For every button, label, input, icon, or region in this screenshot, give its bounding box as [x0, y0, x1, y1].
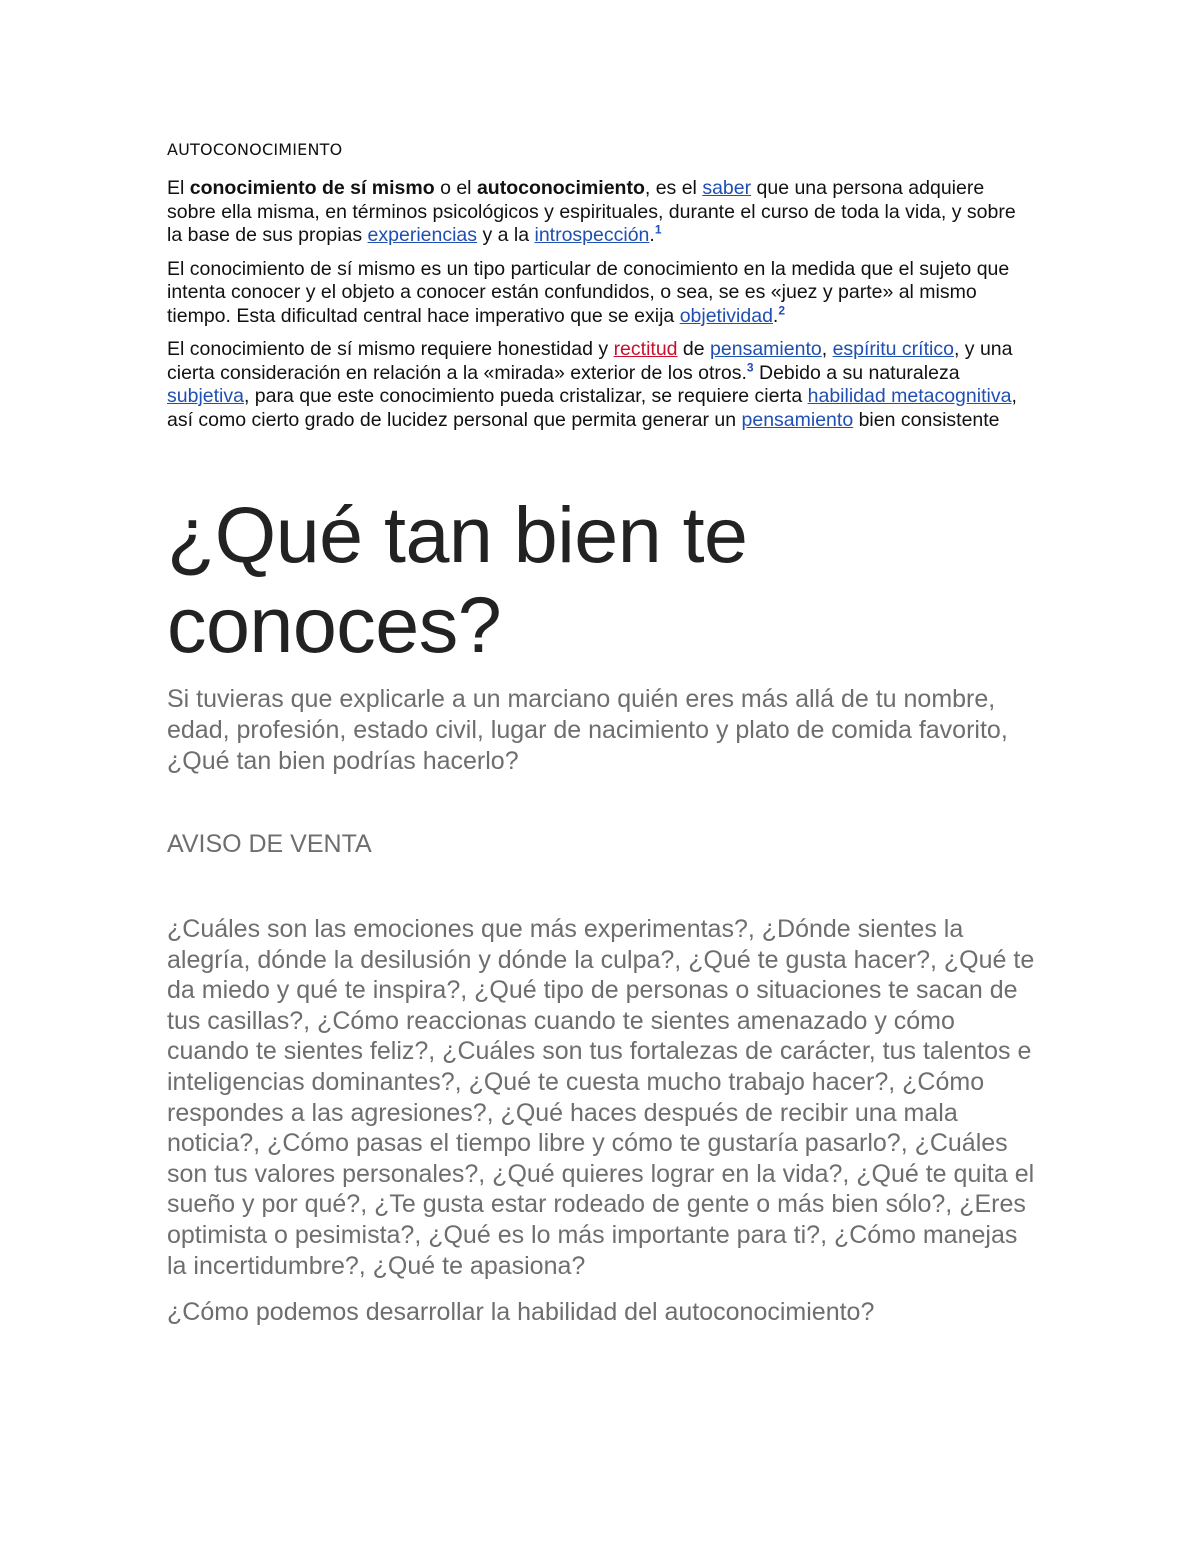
paragraph-particular-knowledge [167, 258, 1035, 329]
link-pensamiento-2[interactable]: pensamiento [741, 408, 854, 431]
page-title: ¿Qué tan bien te conoces? [167, 490, 748, 669]
document-heading: AUTOCONOCIMIENTO [167, 140, 343, 159]
paragraph-definition [167, 177, 1035, 248]
bold-term-autoconocimiento: autoconocimiento [476, 177, 645, 199]
link-experiencias[interactable]: experiencias [367, 224, 478, 246]
text-run: bien consistente [853, 408, 1000, 431]
link-saber[interactable]: saber [702, 177, 752, 199]
paragraph-honesty [167, 338, 1035, 432]
questions-paragraph: ¿Cuáles son las emociones que más experimentas?, ¿Dónde sientes la alegría, dónde la desilusión y dónde la culpa?, ¿Qué te gusta hacer?, ¿Qué te da miedo y qué te inspira?, ¿Qué tipo de personas o situaciones te sacan de tus casillas?, ¿Cómo reaccionas cuando te sientes amenazado y cómo cuando te sientes feliz?, ¿Cuáles son tus fortalezas de carácter, tus talentos e inteligencias dominantes?, ¿Qué te cuesta mucho trabajo hacer?, ¿Cómo respondes a las agresiones?, ¿Qué haces después de recibir una mala noticia?, ¿Cómo pasas el tiempo libre y cómo te gustaría pasarlo?, ¿Cuáles son tus valores personales?, ¿Qué quieres lograr en la vida?, ¿Qué te quita el sueño y por qué?, ¿Te gusta estar rodeado de gente o más bien sólo?, ¿Eres optimista o pesimista?, ¿Qué es lo más importante para ti?, ¿Cómo manejas la incertidumbre?, ¿Qué te apasiona? [167, 915, 1035, 1280]
link-rectitud[interactable]: rectitud [613, 338, 678, 360]
text-run: . [772, 304, 779, 327]
text-run: , y una cierta consideración en relación a la «mirada» exterior de los otros. [167, 338, 1013, 384]
link-introspeccion[interactable]: introspección [534, 224, 650, 246]
link-pensamiento[interactable]: pensamiento [710, 338, 822, 360]
footnote-ref-3[interactable]: 3 [746, 360, 754, 374]
text-run: y a la [477, 224, 535, 246]
text-run: . [649, 224, 655, 246]
bold-term-self-knowledge: conocimiento de sí mismo [189, 177, 435, 199]
link-espiritu-critico[interactable]: espíritu crítico [832, 338, 954, 360]
link-subjetiva[interactable]: subjetiva [167, 385, 244, 407]
footnote-ref-1[interactable]: 1 [654, 222, 662, 237]
link-habilidad-metacognitiva[interactable]: habilidad metacognitiva [807, 385, 1012, 407]
footnote-ref-2[interactable]: 2 [778, 303, 786, 317]
text-run: El [167, 177, 190, 199]
document-page [167, 140, 1035, 1328]
text-run: , es el [644, 177, 703, 199]
text-run: , [821, 338, 833, 360]
subtitle: Si tuvieras que explicarle a un marciano quién eres más allá de tu nombre, edad, profesión, estado civil, lugar de nacimiento y plato de comida favorito, ¿Qué tan bien podrías hacerlo? [167, 685, 1008, 775]
text-run: o el [434, 177, 477, 199]
text-run: Debido a su naturaleza [753, 361, 960, 384]
closing-question: ¿Cómo podemos desarrollar la habilidad del autoconocimiento? [167, 1298, 875, 1327]
link-objetividad[interactable]: objetividad [679, 304, 773, 327]
text-run: , para que este conocimiento pueda cristalizar, se requiere cierta [243, 385, 808, 407]
text-run: El conocimiento de sí mismo es un tipo particular de conocimiento en la medida que el sujeto que intenta conocer y el objeto a conocer están confundidos, o sea, se es «juez y parte» al mismo tiempo. Esta dificultad central hace imperativo que se exija [167, 257, 1010, 327]
text-run: El conocimiento de sí mismo requiere honestidad y [167, 338, 614, 360]
text-run: de [677, 338, 711, 360]
text-run: que una persona adquiere sobre ella misma, en términos psicológicos y espirituales, durante el curso de toda la vida, y sobre la base de sus propias [167, 177, 1016, 246]
text-run: , así como cierto grado de lucidez personal que permita generar un [167, 385, 1017, 431]
section-heading: AVISO DE VENTA [167, 830, 372, 858]
